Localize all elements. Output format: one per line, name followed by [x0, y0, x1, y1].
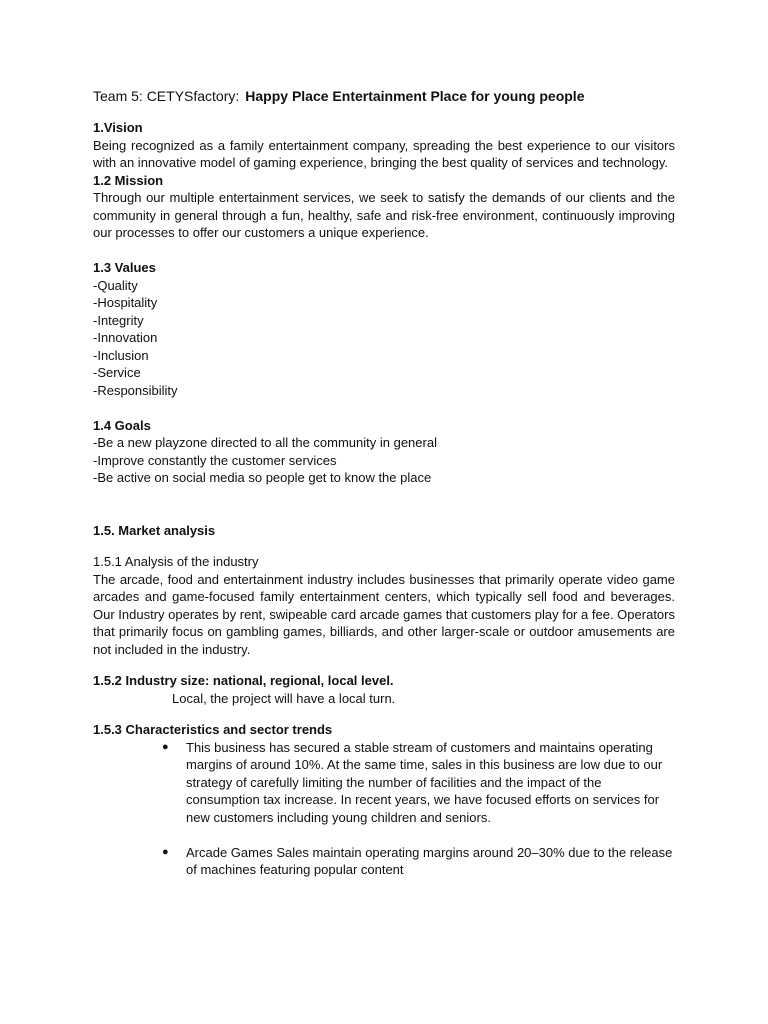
- list-item: [93, 739, 675, 827]
- spacer: [93, 707, 675, 721]
- values-item: -Hospitality: [93, 295, 158, 310]
- goals-heading: 1.4 Goals: [93, 417, 151, 433]
- goals-item: -Be active on social media so people get to know the place: [93, 470, 432, 485]
- spacer: [93, 504, 675, 522]
- sector-trends-heading: 1.5.3 Characteristics and sector trends: [93, 722, 333, 737]
- bullet-icon: ●: [162, 740, 169, 753]
- list-item: [93, 844, 675, 879]
- spacer: [93, 487, 675, 505]
- industry-analysis-text: The arcade, food and entertainment industry includes businesses that primarily operate video game arcades and game-focused family entertainment centers, which typically sell food and beverages. Our Industry operates by rent, swipeable card arcade games that customers play for a fee. Operators that primarily focus on gambling games, billiards, and other larger-scale or outdoor amusements are not included in the industry.: [93, 571, 675, 657]
- values-item: -Quality: [93, 277, 138, 293]
- sector-trends-list: [93, 739, 675, 879]
- values-heading: 1.3 Values: [93, 260, 156, 275]
- bullet-icon: ●: [162, 845, 169, 858]
- values-section: [93, 259, 675, 399]
- team-name: Team 5: CETYSfactory:: [93, 88, 240, 104]
- goals-section: [93, 417, 675, 487]
- industry-size-heading: 1.5.2 Industry size: national, regional, local level.: [93, 673, 394, 688]
- values-item: -Innovation: [93, 330, 158, 345]
- spacer: [93, 399, 675, 417]
- market-analysis-heading: 1.5. Market analysis: [93, 522, 216, 538]
- trend-text: Arcade Games Sales maintain operating margins around 20–30% due to the release of machines featuring popular content: [186, 844, 673, 877]
- goals-item: -Improve constantly the customer services: [93, 452, 337, 468]
- document-title-line: [93, 86, 675, 106]
- vision-heading: 1.Vision: [93, 120, 143, 135]
- mission-text: Through our multiple entertainment services, we seek to satisfy the demands of our clients and the community in general through a fun, healthy, safe and risk-free environment, continuously improving our processes to offer our customers a unique experience.: [93, 190, 675, 240]
- trend-text: This business has secured a stable stream of customers and maintains operating margins of around 10%. At the same time, sales in this business are low due to our strategy of carefully limiting the number of facilities and the impact of the consumption tax increase. In recent years, we have focused efforts on services for new customers including young children and seniors.: [186, 739, 663, 825]
- mission-heading: 1.2 Mission: [93, 172, 164, 188]
- values-item: -Inclusion: [93, 347, 149, 363]
- industry-size-text: Local, the project will have a local turn.: [172, 690, 396, 706]
- spacer: [93, 242, 675, 260]
- spacer: [93, 539, 675, 553]
- values-item: -Service: [93, 365, 141, 380]
- market-analysis-section: [93, 522, 675, 879]
- spacer: [93, 826, 675, 844]
- spacer: [93, 658, 675, 672]
- vision-text: Being recognized as a family entertainment company, spreading the best experience to our visitors with an innovative model of gaming experience, bringing the best quality of services and technology.: [93, 137, 675, 170]
- document-page: [93, 86, 675, 879]
- vision-section: [93, 119, 675, 172]
- industry-analysis-heading: 1.5.1 Analysis of the industry: [93, 554, 259, 569]
- values-item: -Responsibility: [93, 382, 178, 398]
- document-title: Happy Place Entertainment Place for young people: [245, 88, 585, 104]
- goals-item: -Be a new playzone directed to all the community in general: [93, 435, 437, 450]
- values-item: -Integrity: [93, 312, 144, 328]
- mission-section: [93, 172, 675, 242]
